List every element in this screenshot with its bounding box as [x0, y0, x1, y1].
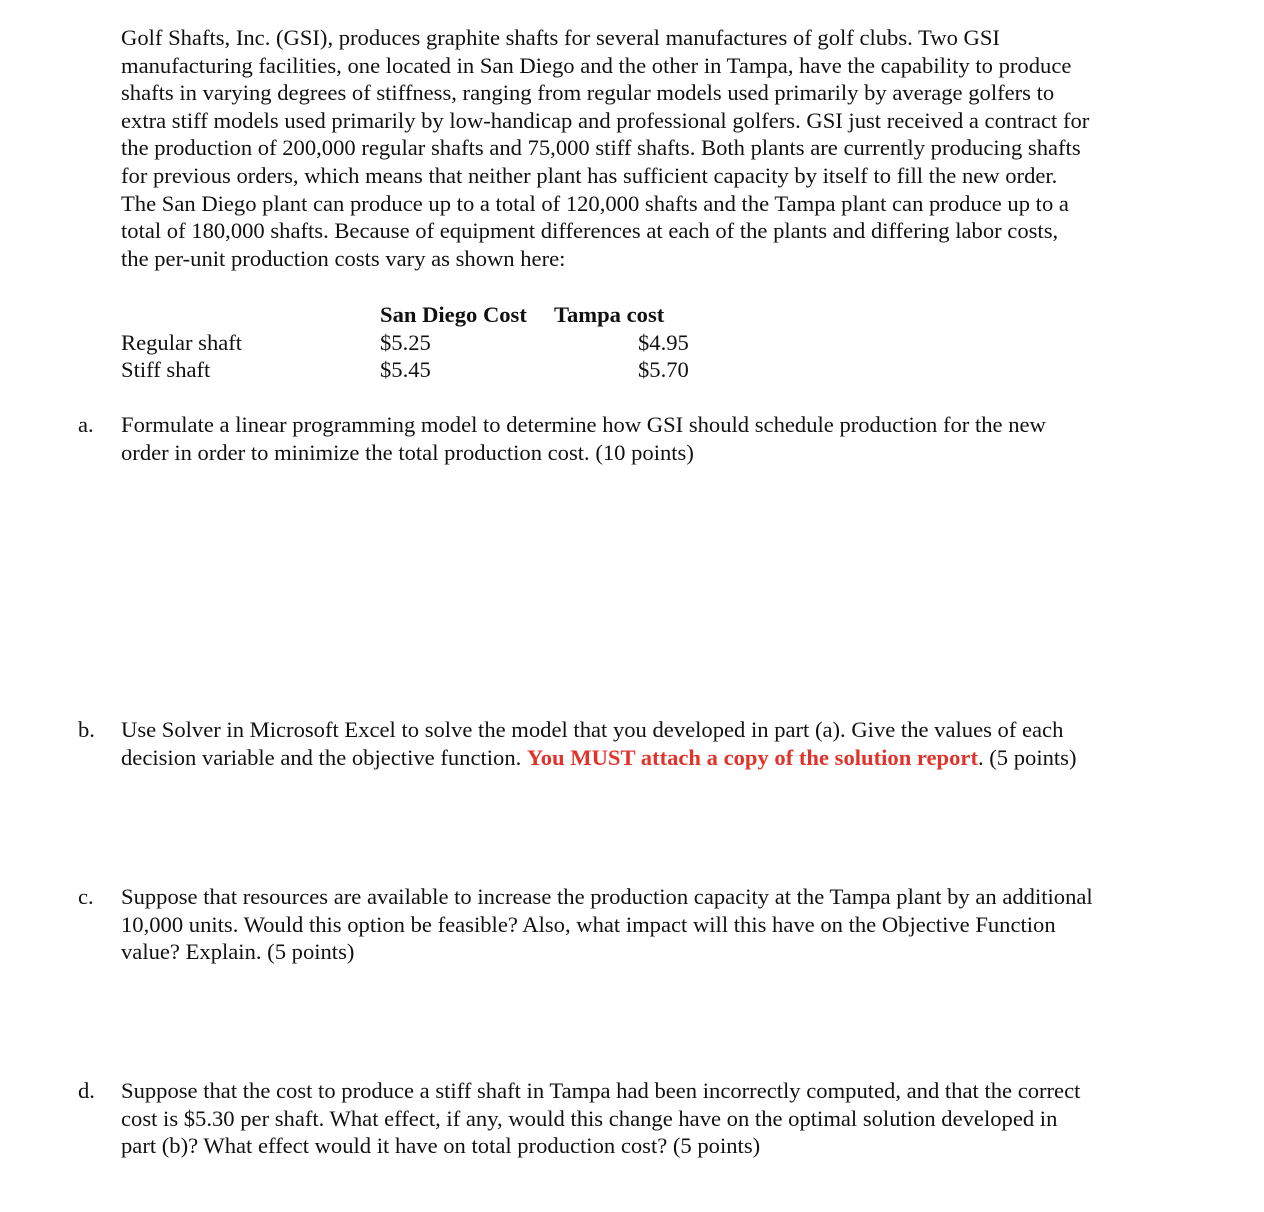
- tampa-cost-value: $5.70: [638, 357, 689, 383]
- intro-line: manufacturing facilities, one located in San Diego and the other in Tampa, have the capability to produce: [121, 52, 1072, 78]
- tampa-cost-value: $4.95: [638, 329, 689, 355]
- intro-line: shafts in varying degrees of stiffness, ranging from regular models used primarily by average golfers to: [121, 80, 1055, 106]
- question-text: [121, 1077, 1181, 1160]
- question-text: [121, 716, 1181, 771]
- question-marker: c.: [78, 884, 94, 909]
- question-line: Use Solver in Microsoft Excel to solve the model that you developed in part (a). Give the values of each: [121, 717, 1064, 742]
- question-marker: a.: [78, 412, 94, 437]
- question-line: Formulate a linear programming model to determine how GSI should schedule production for the new: [121, 412, 1046, 437]
- row-label: Regular shaft: [121, 329, 243, 355]
- question-text-segment: decision variable and the objective function.: [121, 744, 527, 770]
- question-text: [121, 883, 1181, 966]
- question-line: cost is $5.30 per shaft. What effect, if any, would this change have on the optimal solution developed in: [121, 1105, 1058, 1131]
- intro-line: the production of 200,000 regular shafts and 75,000 stiff shafts. Both plants are currently producing shafts: [121, 135, 1081, 161]
- tampa-cost-header: Tampa cost: [554, 302, 665, 327]
- question-text-segment: . (5 points): [977, 744, 1077, 770]
- row-label: Stiff shaft: [121, 357, 211, 383]
- question-line: Suppose that the cost to produce a stiff shaft in Tampa had been incorrectly computed, and that the correct: [121, 1078, 1081, 1103]
- problem-statement: [121, 24, 1171, 272]
- question-marker: d.: [78, 1078, 95, 1103]
- question-line: Suppose that resources are available to increase the production capacity at the Tampa plant by an additional: [121, 884, 1093, 909]
- question-marker: b.: [78, 717, 95, 742]
- question-line: order in order to minimize the total production cost. (10 points): [121, 439, 694, 465]
- intro-line: for previous orders, which means that neither plant has sufficient capacity by itself to fill the new order.: [121, 162, 1058, 188]
- question-line: part (b)? What effect would it have on total production cost? (5 points): [121, 1133, 761, 1159]
- san-diego-cost-value: $5.45: [380, 357, 431, 383]
- intro-line: total of 180,000 shafts. Because of equipment differences at each of the plants and differing labor costs,: [121, 218, 1059, 244]
- intro-line: Golf Shafts, Inc. (GSI), produces graphite shafts for several manufactures of golf clubs. Two GSI: [121, 25, 1000, 50]
- question-line: [121, 744, 1181, 772]
- question-line: 10,000 units. Would this option be feasible? Also, what impact will this have on the Objective Function: [121, 911, 1056, 937]
- emphasized-instruction: You MUST attach a copy of the solution report: [526, 744, 978, 770]
- intro-line: extra stiff models used primarily by low-handicap and professional golfers. GSI just received a contract for: [121, 107, 1090, 133]
- san-diego-cost-header: San Diego Cost: [380, 302, 527, 327]
- san-diego-cost-value: $5.25: [380, 329, 431, 355]
- question-text: [121, 411, 1181, 466]
- intro-line: the per-unit production costs vary as shown here:: [121, 245, 566, 271]
- intro-line: The San Diego plant can produce up to a total of 120,000 shafts and the Tampa plant can produce up to a: [121, 190, 1069, 216]
- question-line: value? Explain. (5 points): [121, 939, 355, 965]
